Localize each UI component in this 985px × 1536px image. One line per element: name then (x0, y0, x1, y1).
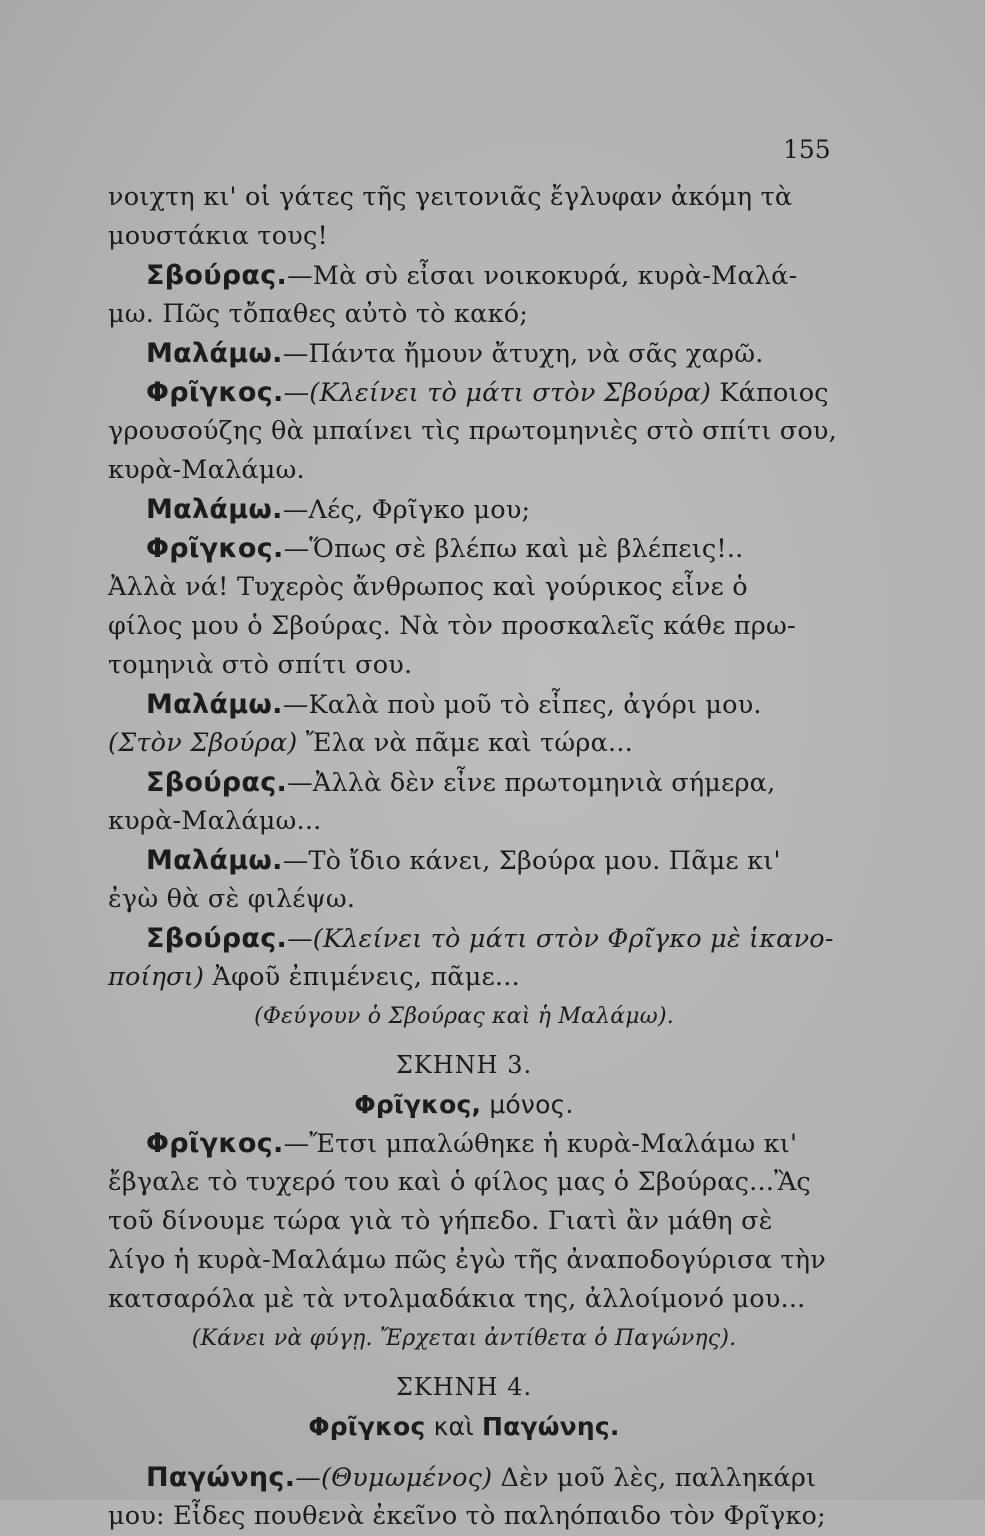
dialogue-line (108, 529, 820, 568)
spacer (108, 1036, 820, 1046)
dialogue-line (108, 841, 820, 880)
text-line: κυρὰ-Μαλάμω... (108, 806, 322, 836)
text-line: κατσαρόλα μὲ τὰ ντολμαδάκια της, ἀλλοίμονό μου... (108, 1284, 806, 1314)
text-line: νοιχτη κι' οἱ γάτες τῆς γειτονιᾶς ἔγλυφαν ἀκόμη τὰ (108, 182, 793, 212)
character-name: Φρῖγκος (308, 1412, 426, 1441)
speaker-name: Φρῖγκος. (146, 533, 284, 564)
text-line: φίλος μου ὁ Σβούρας. Νὰ τὸν προσκαλεῖς κάθε πρω- (108, 611, 796, 641)
text-line: λίγο ἡ κυρὰ-Μαλάμω πῶς ἐγὼ τῆς ἀναποδογύρισα τὴν (108, 1245, 826, 1275)
speaker-name: Μαλάμω. (146, 338, 283, 369)
scene-note: μόνος. (481, 1090, 574, 1119)
speaker-name: Παγώνης. (146, 1462, 296, 1493)
conjunction: καὶ (425, 1412, 483, 1441)
text-line: τομηνιὰ στὸ σπίτι σου. (108, 650, 413, 680)
speaker-name: Μαλάμω. (146, 494, 283, 525)
dialogue-line (108, 919, 834, 958)
speaker-name: Σβούρας. (146, 767, 288, 798)
dialogue-text: —Ἔτσι μπαλώθηκε ἡ κυρὰ-Μαλάμω κι' (283, 1129, 798, 1159)
scene-characters (108, 1085, 820, 1124)
dialogue-text: —Μὰ σὺ εἶσαι νοικοκυρά, κυρὰ-Μαλά- (287, 261, 798, 291)
dash: — (295, 1463, 321, 1493)
text-line: μουστάκια τους! (108, 221, 328, 251)
text-line (108, 958, 820, 997)
scene-heading: ΣΚΗΝΗ 3. (395, 1051, 533, 1079)
speaker-name: Μαλάμω. (146, 845, 283, 876)
dialogue-text: —Ὅπως σὲ βλέπω καὶ μὲ βλέπεις!.. (283, 534, 744, 564)
stage-direction: (Κλείνει τὸ μάτι στὸν Φρῖγκο μὲ ἱκανο- (312, 924, 834, 954)
dialogue-text: —Καλὰ ποὺ μοῦ τὸ εἶπες, ἀγόρι μου. (282, 690, 762, 720)
dialogue-line (108, 490, 820, 529)
dash: — (287, 924, 313, 954)
dialogue-text: —Ἀλλὰ δὲν εἶνε πρωτομηνιὰ σήμερα, (287, 768, 776, 798)
page-content (108, 178, 837, 1536)
dialogue-text: —Τὸ ἴδιο κάνει, Σβούρα μου. Πᾶμε κι' (282, 846, 781, 876)
character-name: Παγώνης. (482, 1412, 620, 1441)
speaker-name: Μαλάμω. (146, 689, 283, 720)
speaker-name: Σβούρας. (146, 260, 288, 291)
text-line: κυρὰ-Μαλάμω. (108, 455, 305, 485)
text-line: ἐγὼ θὰ σὲ φιλέψω. (108, 884, 356, 914)
speaker-name: Φρῖγκος. (146, 1128, 284, 1159)
dialogue-text: —Πάντα ἤμουν ἄτυχη, νὰ σᾶς χαρῶ. (282, 339, 764, 369)
speaker-name: Φρῖγκος. (146, 377, 284, 408)
stage-direction-enter: (Κάνει νὰ φύγῃ. Ἔρχεται ἀντίθετα ὁ Παγώνης). (191, 1326, 737, 1351)
dialogue-line (108, 685, 820, 724)
stage-direction: (Στὸν Σβούρα) (108, 728, 298, 758)
dialogue-line (108, 334, 820, 373)
text-line: ἔβγαλε τὸ τυχερό του καὶ ὁ φίλος μας ὁ Σβούρας...Ἂς (108, 1167, 811, 1197)
scene-characters (108, 1407, 820, 1446)
dialogue-text: Δὲν μοῦ λὲς, παλληκάρι (492, 1463, 817, 1493)
dialogue-text: Ἀφοῦ ἐπιμένεις, πᾶμε... (204, 962, 520, 992)
dialogue-line (108, 1458, 820, 1497)
stage-direction-exit: (Φεύγουν ὁ Σβούρας καὶ ἡ Μαλάμω). (254, 1004, 674, 1029)
dialogue-line (108, 256, 820, 295)
stage-direction: ποίησι) (108, 962, 205, 992)
stage-direction: (Κλείνει τὸ μάτι στὸν Σβούρα) (309, 378, 712, 408)
text-line: μω. Πῶς τὄπαθες αὐτὸ τὸ κακό; (108, 299, 529, 329)
dialogue-text: —Λές, Φρῖγκο μου; (282, 495, 531, 525)
dialogue-line (108, 763, 820, 802)
text-line: γρουσούζης θὰ μπαίνει τὶς πρωτομηνιὲς στὸ σπίτι σου, (108, 416, 837, 446)
spacer (108, 1446, 820, 1458)
text-line: τοῦ δίνουμε τώρα γιὰ τὸ γήπεδο. Γιατὶ ἂν μάθη σὲ (108, 1206, 773, 1236)
dialogue-line (108, 1124, 820, 1163)
text-line (108, 724, 820, 763)
stage-direction: (Θυμωμένος) (320, 1463, 493, 1493)
dialogue-line (108, 373, 829, 412)
dash: — (283, 378, 310, 408)
text-line: Ἀλλὰ νά! Τυχερὸς ἄνθρωπος καὶ γούρικος εἶνε ὁ (108, 572, 748, 602)
scene-heading: ΣΚΗΝΗ 4. (395, 1373, 533, 1401)
text-line: μου: Εἶδες πουθενὰ ἐκεῖνο τὸ παληόπαιδο τὸν Φρῖγκο; (108, 1501, 826, 1531)
dialogue-text: Κάποιος (711, 378, 829, 408)
speaker-name: Σβούρας. (146, 923, 288, 954)
dialogue-text: Ἔλα νὰ πᾶμε καὶ τώρα... (297, 728, 633, 758)
character-name: Φρῖγκος, (354, 1090, 482, 1119)
page-number: 155 (783, 135, 831, 164)
spacer (108, 1358, 820, 1368)
